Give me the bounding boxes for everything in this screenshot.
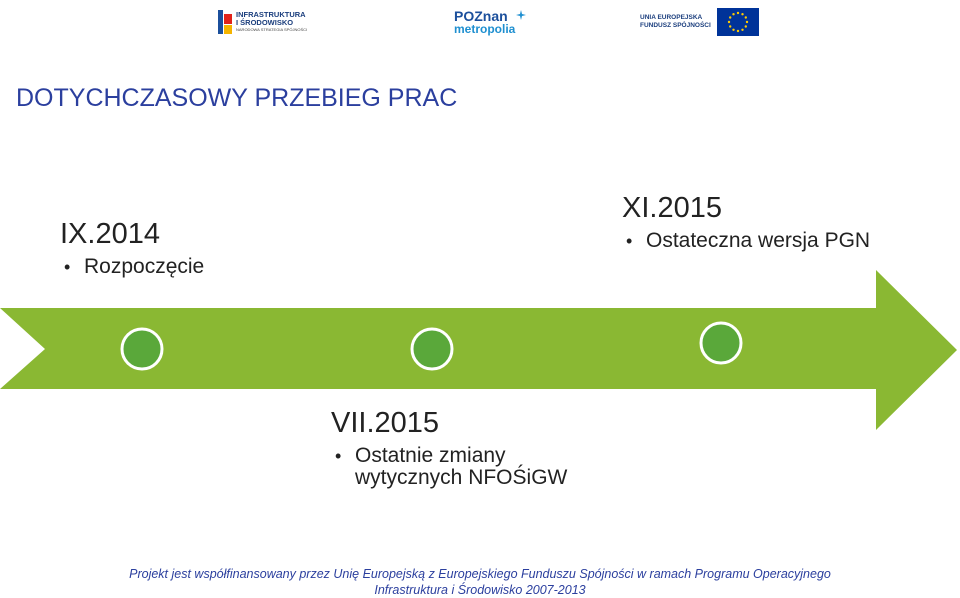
milestone-date: VII.2015: [331, 407, 440, 439]
timeline-dot-ix-2014: [122, 329, 162, 369]
milestone-bullet: • Ostatnie zmiany wytycznych NFOŚiGW: [355, 445, 595, 489]
page-title: DOTYCHCZASOWY PRZEBIEG PRAC: [16, 84, 458, 112]
milestone-xi-2015: [622, 192, 886, 252]
poznan-metropolia-logo: POZnan metropolia: [454, 10, 526, 36]
milestone-bullet: • Rozpoczęcie: [84, 256, 204, 278]
milestone-bullet: • Ostateczna wersja PGN: [646, 230, 886, 252]
footer-line-2: Infrastruktura i Środowisko 2007-2013: [374, 583, 586, 597]
milestone-ix-2014: [60, 218, 204, 278]
infrastruktura-logo-text: INFRASTRUKTURA I ŚRODOWISKO NARODOWA STRATEGIA SPÓJNOŚCI: [236, 10, 308, 32]
footer-funding-note: [0, 566, 960, 598]
milestone-date: XI.2015: [622, 192, 722, 224]
footer-line-1: Projekt jest współfinansowany przez Unię Europejską z Europejskiego Funduszu Spójności w ramach Programu Operacyjnego: [129, 567, 831, 581]
timeline-dot-vii-2015: [412, 329, 452, 369]
milestone-vii-2015: [331, 407, 595, 489]
milestone-date: IX.2014: [60, 218, 160, 250]
timeline-dot-xi-2015: [701, 323, 741, 363]
eu-logo: UNIA EUROPEJSKA FUNDUSZ SPÓJNOŚCI: [640, 8, 759, 36]
